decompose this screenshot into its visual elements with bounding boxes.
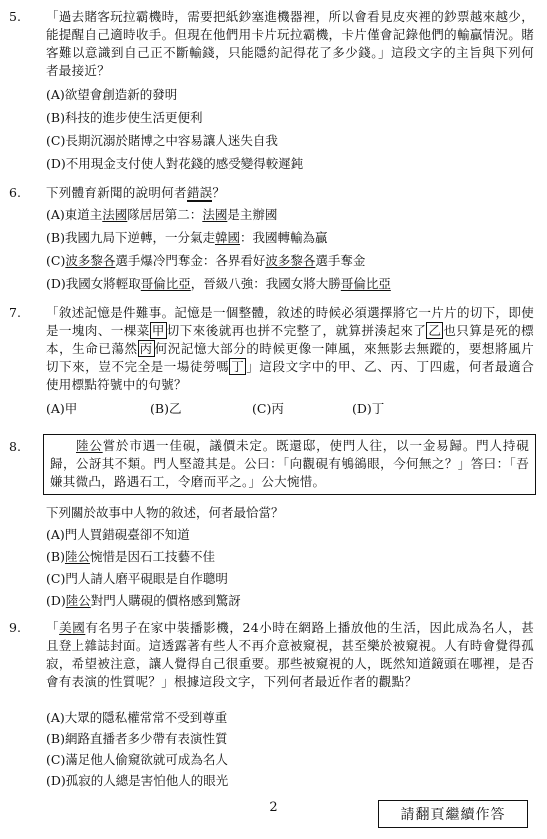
option-c: (C)丙 (252, 401, 284, 416)
text: (A)東道主 (46, 207, 103, 222)
turn-page-notice: 請翻頁繼續作答 (378, 800, 528, 828)
option-a: (A)欲望會創造新的發明 (46, 87, 178, 102)
option-a: (A)門人買錯硯臺卻不知道 (46, 527, 190, 542)
proper-noun: 波多黎各 (65, 253, 116, 268)
text: 是主辦國 (227, 207, 278, 222)
stem-text: 「 (46, 620, 60, 635)
option-b (46, 548, 215, 566)
option-c: (C)長期沉溺於賭博之中容易讓人迷失自我 (46, 133, 278, 148)
proper-noun: 法國 (202, 207, 228, 222)
text: 惋惜是因石工技藝不佳 (89, 549, 215, 564)
proper-noun: 陸公 (64, 549, 90, 564)
text: (C) (46, 253, 66, 268)
question-number: 7. (9, 305, 21, 320)
option-a (46, 206, 277, 224)
proper-noun: 韓國 (214, 230, 240, 245)
proper-noun: 哥倫比亞 (140, 276, 191, 291)
option-a: (A)大眾的隱私權常常不受到尊重 (46, 710, 228, 725)
option-b: (B)乙 (150, 401, 182, 416)
stem-text: 下列體育新聞的說明何者 (46, 185, 187, 200)
proper-noun: 陸公 (76, 438, 103, 453)
emphasis-text: 錯誤 (186, 185, 213, 200)
text: 選手爆冷門奪金：各界看好 (115, 253, 266, 268)
option-a: (A)甲 (46, 401, 78, 416)
text: (B)我國九局下逆轉，一分氣走 (46, 230, 215, 245)
stem-text: 「敘述記憶是件難事。記憶是一個整體，敘述的時候必須選擇將它一片片的切下，即使是一塊肉、一棵菜 (46, 305, 534, 338)
stem-text: ？ (212, 185, 226, 200)
text: ：我國轉輸為贏 (239, 230, 328, 245)
option-d: (D)丁 (352, 401, 385, 416)
proper-noun: 法國 (102, 207, 128, 222)
proper-noun: 美國 (59, 620, 86, 635)
question-stem: 「過去賭客玩拉霸機時，需要把紙鈔塞進機器裡，所以會看見皮夾裡的鈔票越來越少，能提醒自己適時收手。但現在他們用卡片玩拉霸機，卡片僅會記錄他們的輸贏情況。賭客難以意識到自己正不斷輸錢，只能隱約記得花了多少錢。」這段文字的主旨與下列何者最接近？ (46, 9, 534, 78)
text: (D)我國女將輕取 (46, 276, 141, 291)
text: 隊居居第二： (127, 207, 203, 222)
passage-text: 嘗於市遇一佳硯，議價未定。既還邸，使門人往，以一金易歸。門人持硯歸，公訝其不類。門人堅證其是。公曰：「向觀硯有鴝鵒眼，今何無之？」答曰：「吾嫌其微凸，路遇石工，令磨而平之。」公大惋惜。 (50, 438, 529, 489)
proper-noun: 陸公 (65, 593, 91, 608)
question-stem (46, 304, 534, 394)
text: 選手奪金 (315, 253, 366, 268)
stem-text: 」這段文字中的甲、乙、丙、丁四處，何者最適合使用標點符號中的句號？ (46, 359, 534, 392)
option-c: (C)門人請人磨平硯眼是自作聰明 (46, 571, 228, 586)
option-c (46, 252, 365, 270)
boxed-marker: 甲 (151, 323, 165, 338)
question-stem (46, 619, 534, 691)
question-number: 5. (9, 9, 21, 24)
question-number: 8. (9, 439, 21, 454)
text: (B) (46, 549, 65, 564)
option-b (46, 229, 327, 247)
option-b: (B)科技的進步使生活更便利 (46, 110, 203, 125)
stem-text: 也只算是死的標本，生命已蕩然 (46, 323, 534, 356)
boxed-marker: 丙 (139, 341, 153, 356)
option-d (46, 592, 241, 610)
boxed-marker: 乙 (428, 323, 442, 338)
text: 對門人購硯的價格感到驚訝 (90, 593, 241, 608)
proper-noun: 波多黎各 (265, 253, 316, 268)
option-d: (D)不用現金支付使人對花錢的感受變得較遲鈍 (46, 156, 304, 171)
stem-text: 有名男子在家中裝播影機，24小時在網路上播放他的生活，因此成為名人，甚且登上雜誌封面。這透露著有些人不再介意被窺視，甚至樂於被窺視。人有時會覺得孤寂，希望被注意，讓人覺得自己很重要。那些被窺視的人，既然知道鏡頭在哪裡，是否會有表演的性質呢？」根據這段文字，下列何者最近作者的觀點？ (46, 620, 534, 689)
page-number: 2 (269, 800, 278, 815)
option-c: (C)滿足他人偷窺欲就可成為名人 (46, 752, 228, 767)
proper-noun: 哥倫比亞 (340, 276, 391, 291)
text: ，晉級八強：我國女將大勝 (190, 276, 341, 291)
question-stem (46, 184, 534, 202)
option-b: (B)網路直播者多少帶有表演性質 (46, 731, 228, 746)
question-number: 9. (9, 620, 21, 635)
stem-text: 何況記憶大部分的時候更像一陣風，來無影去無蹤的，要想將風片切下來，豈不完全是一場徒勞嗎 (46, 341, 534, 374)
option-d: (D)孤寂的人總是害怕他人的眼光 (46, 773, 229, 788)
question-number: 6. (9, 185, 21, 200)
question-stem: 下列關於故事中人物的敘述，何者最恰當？ (46, 505, 284, 520)
boxed-marker: 丁 (231, 359, 245, 374)
stem-text: 切下來後就再也拼不完整了，就算拼湊起來了 (166, 323, 427, 338)
option-d (46, 275, 391, 293)
text: (D) (46, 593, 66, 608)
classical-passage (43, 434, 536, 495)
